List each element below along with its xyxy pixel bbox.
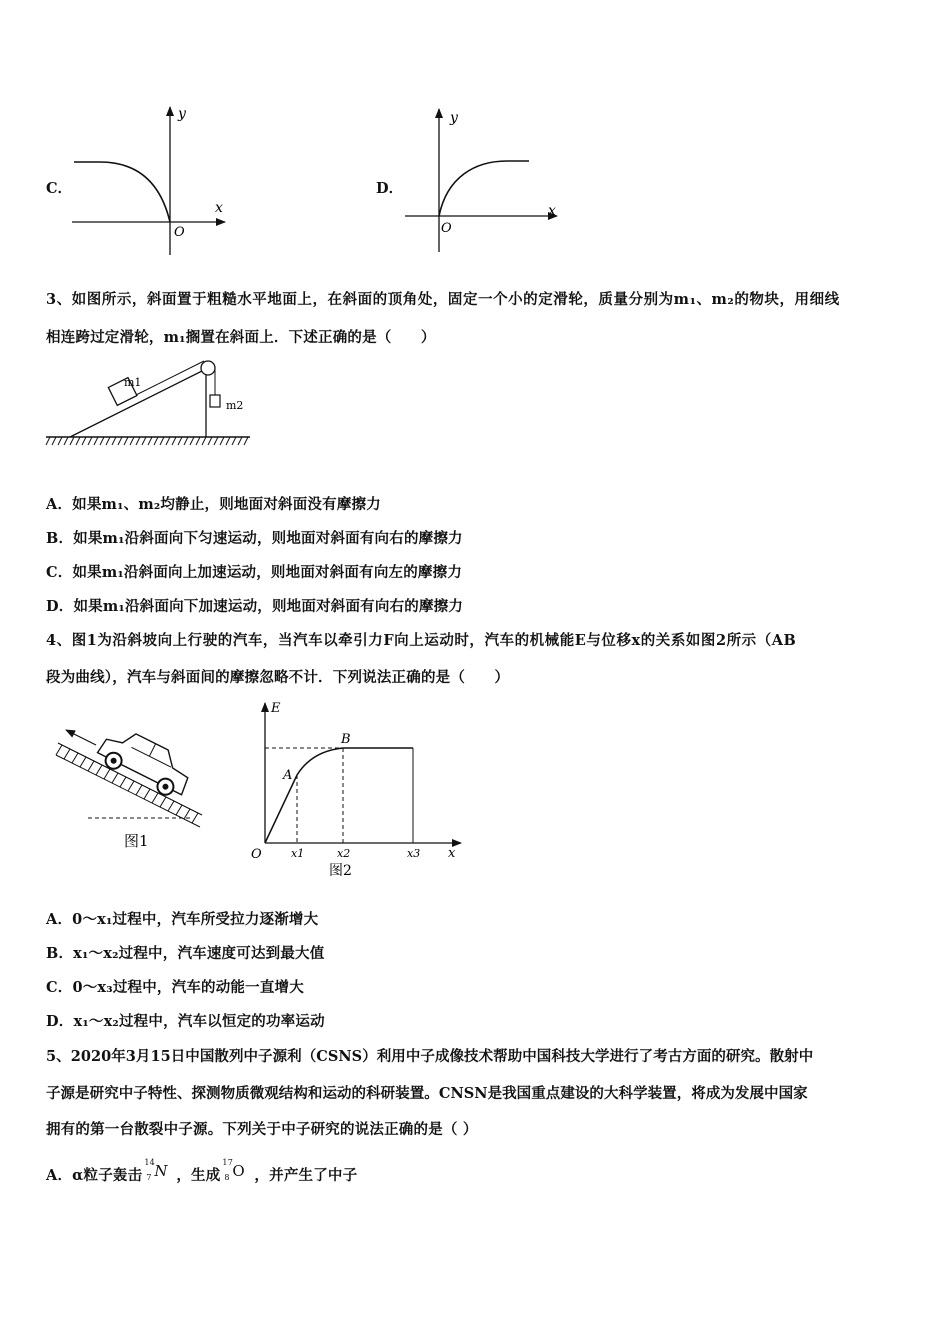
- q4-option-d: D．x₁～x₂过程中，汽车以恒定的功率运动: [46, 1013, 325, 1030]
- q4-option-b: B．x₁～x₂过程中，汽车速度可达到最大值: [46, 945, 325, 962]
- q4-fig2-curve: [265, 748, 413, 843]
- q5-option-a: A．α粒子轰击 14 7 N ，生成 17 8 O ，并产生了中子: [46, 1158, 358, 1184]
- graph-c-origin: O: [174, 225, 185, 240]
- q3-stem-line2: 相连跨过定滑轮，m₁搁置在斜面上．下述正确的是（ ）: [46, 329, 436, 346]
- q3-stem-line1: 3、如图所示，斜面置于粗糙水平地面上，在斜面的顶角处，固定一个小的定滑轮，质量分别为m₁、m₂的物块，用细线: [46, 291, 840, 308]
- q4-option-c: C．0～x₃过程中，汽车的动能一直增大: [46, 979, 304, 996]
- q3-fig-m1: m1: [124, 376, 142, 389]
- svg-text:A: A: [283, 768, 293, 783]
- svg-text:x1: x1: [291, 847, 305, 860]
- graph-c-curve: [74, 162, 170, 222]
- q5-stem-line2: 子源是研究中子特性、探测物质微观结构和运动的科研装置。CNSN是我国重点建设的大科学装置，将成为发展中国家: [46, 1085, 808, 1102]
- svg-text:E: E: [271, 701, 281, 716]
- svg-text:x2: x2: [337, 847, 351, 860]
- graph-d-y-label: y: [450, 110, 458, 126]
- q3-option-c: C．如果m₁沿斜面向上加速运动，则地面对斜面有向左的摩擦力: [46, 564, 463, 581]
- isotope-nitrogen-14: 14 7 N: [144, 1158, 168, 1182]
- q4-stem-line2: 段为曲线），汽车与斜面间的摩擦忽略不计．下列说法正确的是（ ）: [46, 669, 510, 686]
- q4-fig2-energy-graph: [245, 695, 470, 885]
- option-d-label: D．: [376, 180, 404, 197]
- graph-c-x-label: x: [215, 200, 223, 216]
- q5-stem-line3: 拥有的第一台散裂中子源。下列关于中子研究的说法正确的是（ ）: [46, 1121, 478, 1138]
- q4-stem-line1: 4、图1为沿斜坡向上行驶的汽车，当汽车以牵引力F向上运动时，汽车的机械能E与位移x的关系如图2所示（AB: [46, 632, 797, 649]
- svg-text:O: O: [251, 847, 262, 862]
- q4-fig1-caption: 图1: [124, 832, 149, 850]
- graph-c-y-label: y: [178, 106, 186, 122]
- graph-d: [395, 95, 570, 260]
- q4-fig1-car-on-slope: [52, 715, 212, 855]
- svg-text:x: x: [448, 846, 456, 861]
- graph-d-x-label: x: [548, 203, 556, 219]
- graph-d-origin: O: [441, 221, 452, 236]
- q3-option-a: A．如果m₁、m₂均静止，则地面对斜面没有摩擦力: [46, 496, 381, 513]
- q3-incline-figure: [44, 355, 254, 455]
- q3-option-d: D．如果m₁沿斜面向下加速运动，则地面对斜面有向右的摩擦力: [46, 598, 464, 615]
- q4-option-a: A．0～x₁过程中，汽车所受拉力逐渐增大: [46, 911, 319, 928]
- q5-stem-line1: 5、2020年3月15日中国散列中子源利（CSNS）利用中子成像技术帮助中国科技大学进行了考古方面的研究。散射中: [46, 1048, 814, 1065]
- option-c-label: C．: [46, 180, 73, 197]
- svg-text:B: B: [341, 732, 351, 747]
- q3-option-b: B．如果m₁沿斜面向下匀速运动，则地面对斜面有向右的摩擦力: [46, 530, 463, 547]
- graph-d-curve: [439, 161, 529, 216]
- svg-text:x3: x3: [407, 847, 421, 860]
- q4-fig2-caption: 图2: [329, 863, 352, 879]
- q3-fig-m2: m2: [226, 399, 244, 412]
- graph-c: [60, 95, 240, 260]
- isotope-oxygen-17: 17 8 O: [222, 1158, 245, 1182]
